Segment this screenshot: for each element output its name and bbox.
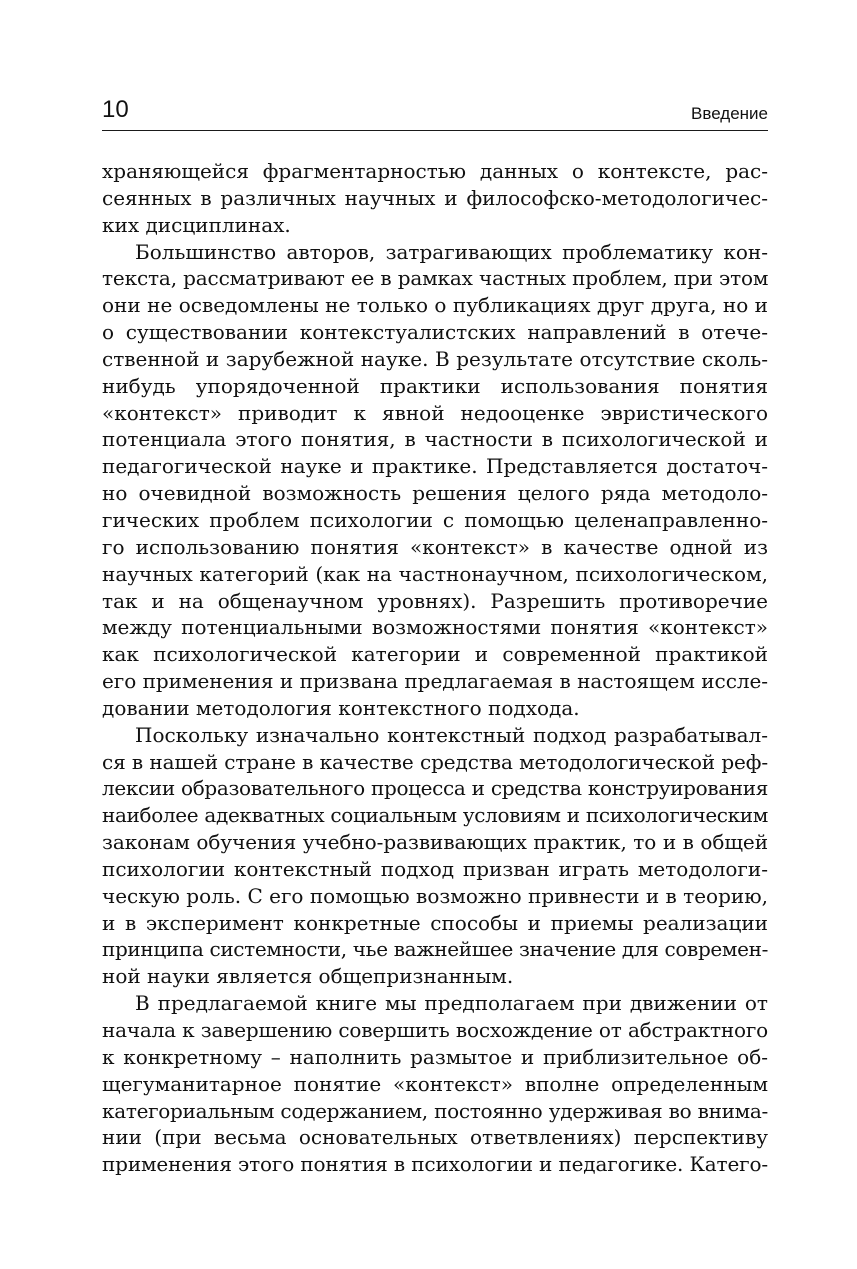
paragraph-2	[102, 239, 768, 722]
text-line: начала к завершению совершить восхождение от абстрактного	[102, 1018, 768, 1042]
text-line: категориальным содержанием, постоянно удерживая во внима-	[102, 1098, 768, 1123]
text-line: как психологической категории и современной практикой	[102, 642, 768, 667]
text-line: ной науки является общепризнанным.	[102, 964, 514, 989]
paragraph-1	[102, 158, 768, 239]
text-line: наиболее адекватных социальным условиям и психологическим	[102, 803, 768, 828]
text-line: применения этого понятия в психологии и педагогике. Катего-	[102, 1152, 768, 1177]
text-line: щегуманитарное понятие «контекст» вполне определенным	[102, 1071, 768, 1096]
text-line: но очевидной возможность решения целого ряда методоло-	[102, 481, 768, 506]
text-line: и в эксперимент конкретные способы и приемы реализации	[102, 910, 768, 935]
text-line: гических проблем психологии с помощью целенаправленно-	[102, 507, 768, 532]
text-line: так и на общенаучном уровнях). Разрешить противоречие	[102, 588, 768, 613]
text-line: к конкретному – наполнить размытое и приблизительное об-	[102, 1044, 768, 1069]
text-line: Поскольку изначально контекстный подход разрабатывал-	[135, 722, 768, 747]
text-line: принципа системности, чье важнейшее значение для современ-	[102, 937, 768, 962]
text-line: ственной и зарубежной науке. В результате отсутствие сколь-	[102, 346, 768, 371]
text-line: го использованию понятия «контекст» в качестве одной из	[102, 534, 768, 559]
section-title: Введение	[691, 104, 768, 123]
running-header	[102, 92, 768, 131]
text-line: лексии образовательного процесса и средства конструирования	[102, 776, 768, 801]
text-line: Большинство авторов, затрагивающих проблематику кон-	[135, 239, 768, 264]
text-line: ческую роль. С его помощью возможно привнести и в теорию,	[102, 883, 768, 908]
text-line: «контекст» приводит к явной недооценке эвристического	[102, 400, 768, 425]
text-line: они не осведомлены не только о публикациях друг друга, но и	[102, 293, 768, 318]
page-number: 10	[102, 96, 129, 123]
text-line: между потенциальными возможностями понятия «контекст»	[102, 615, 768, 640]
text-line: сеянных в различных научных и философско-методологичес-	[102, 185, 768, 210]
text-line: психологии контекстный подход призван играть методологи-	[102, 856, 768, 881]
text-line: ких дисциплинах.	[102, 212, 291, 237]
text-line: его применения и призвана предлагаемая в настоящем иссле-	[102, 669, 768, 694]
text-line: нии (при весьма основательных ответвлениях) перспективу	[102, 1125, 768, 1150]
text-line: нибудь упорядоченной практики использования понятия	[102, 373, 768, 398]
body-text	[102, 158, 768, 1178]
text-line: законам обучения учебно-развивающих практик, то и в общей	[102, 830, 768, 855]
text-line: В предлагаемой книге мы предполагаем при движении от	[135, 991, 768, 1016]
paragraph-4	[102, 990, 768, 1178]
text-line: храняющейся фрагментарностью данных о контексте, рас-	[102, 159, 768, 183]
text-line: текста, рассматривают ее в рамках частных проблем, при этом	[102, 266, 769, 291]
text-line: потенциала этого понятия, в частности в психологической и	[102, 427, 768, 452]
paragraph-3	[102, 722, 768, 990]
text-line: педагогической науке и практике. Представляется достаточ-	[102, 454, 768, 479]
text-line: о существовании контекстуалистских направлений в отече-	[102, 320, 768, 345]
text-line: научных категорий (как на частнонаучном, психологическом,	[102, 561, 768, 586]
text-line: ся в нашей стране в качестве средства методологической реф-	[102, 749, 768, 774]
text-line: довании методология контекстного подхода.	[102, 695, 580, 720]
